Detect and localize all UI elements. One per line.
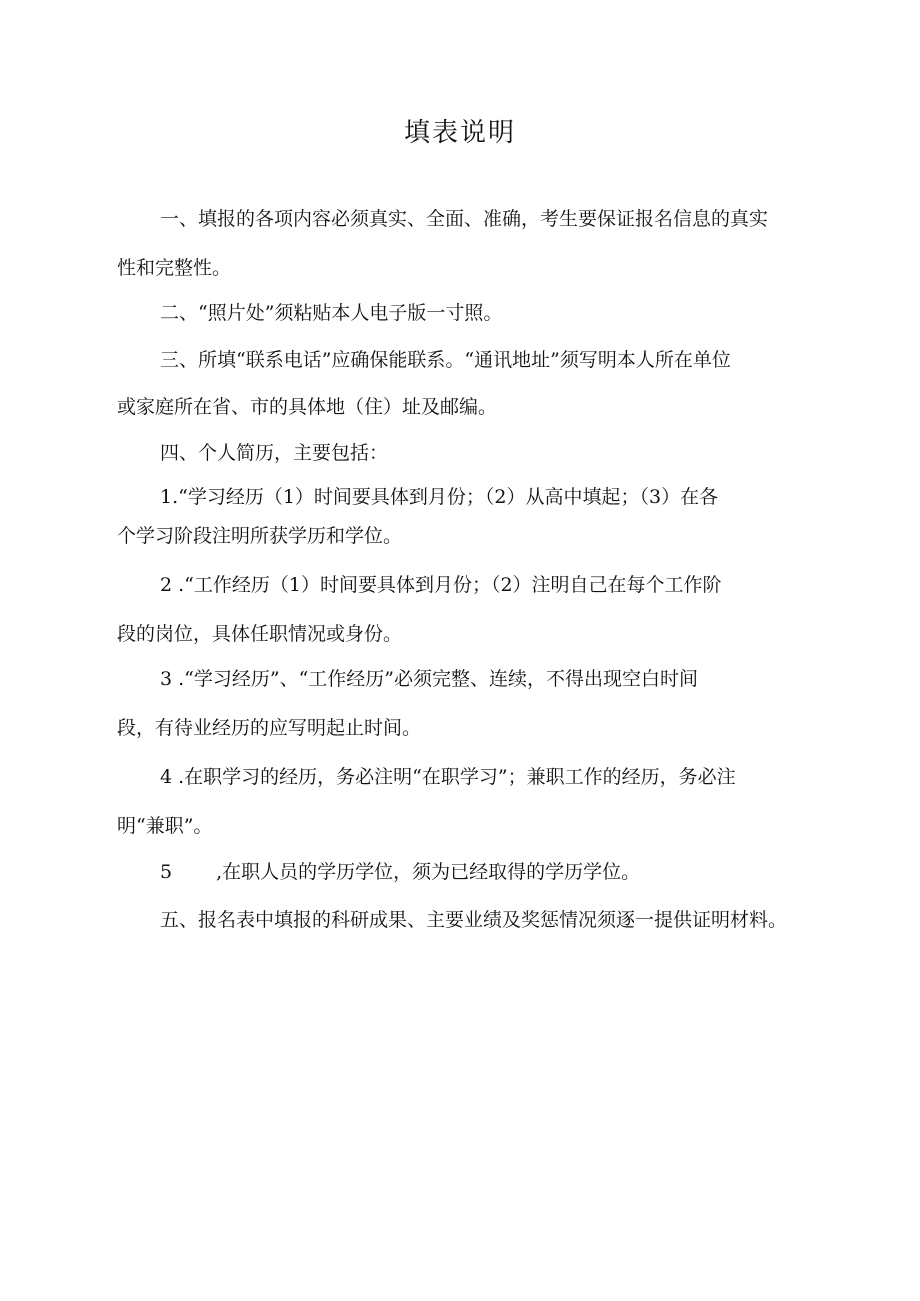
item-4-1-line-1: 1.“学习经历（1）时间要具体到月份；（2）从高中填起；（3）在各 — [160, 486, 719, 508]
document-title: 填表说明 — [403, 118, 516, 148]
item-4-1-line-2: 个学习阶段注明所获学历和学位。 — [117, 525, 403, 547]
item-4-2-line-2: 段的岗位，具体任职情况或身份。 — [117, 623, 403, 645]
item-4-line: 四、个人简历，主要包括： — [160, 442, 389, 464]
item-1-line-1: 一、填报的各项内容必须真实、全面、准确，考生要保证报名信息的真实 — [160, 208, 769, 230]
item-2-line: 二、“照片处”须粘贴本人电子版一寸照。 — [160, 302, 503, 324]
item-4-3-line-2: 段，有待业经历的应写明起止时间。 — [117, 717, 422, 739]
item-3-line-2: 或家庭所在省、市的具体地（住）址及邮编。 — [117, 396, 498, 418]
item-3-line-1: 三、所填“联系电话”应确保能联系。“通讯地址”须写明本人所在单位 — [160, 349, 731, 371]
item-4-5-text: ,在职人员的学历学位，须为已经取得的学历学位。 — [216, 861, 641, 883]
item-4-5-number: 5 — [160, 861, 173, 883]
item-1-line-2: 性和完整性。 — [117, 257, 232, 279]
item-4-4-line-1: 4 .在职学习的经历，务必注明“在职学习”；兼职工作的经历，务必注 — [160, 766, 736, 788]
item-4-4-line-2: 明“兼职”。 — [117, 815, 213, 837]
item-5-line: 五、报名表中填报的科研成果、主要业绩及奖惩情况须逐一提供证明材料。 — [160, 909, 788, 931]
item-4-2-line-1: 2 .“工作经历（1）时间要具体到月份；（2）注明自己在每个工作阶 — [160, 574, 722, 596]
item-4-5-line — [160, 860, 640, 884]
item-4-3-line-1: 3 .“学习经历”、“工作经历”必须完整、连续，不得出现空白时间 — [160, 668, 699, 690]
